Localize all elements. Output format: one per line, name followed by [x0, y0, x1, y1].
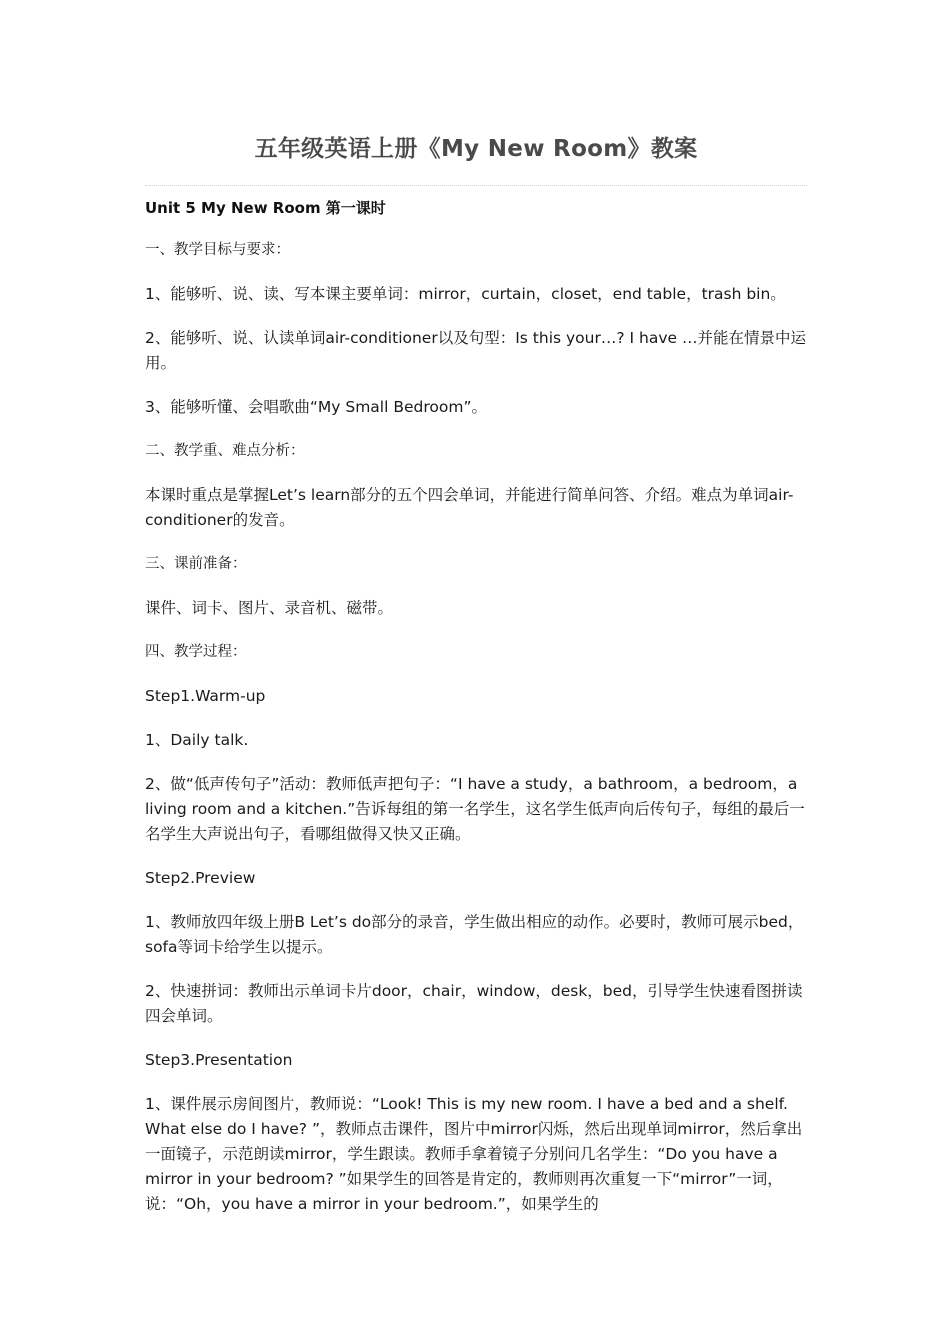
- document-title: 五年级英语上册《My New Room》教案: [254, 136, 698, 162]
- key-points-text: 本课时重点是掌握Let’s learn部分的五个四会单词，并能进行简单问答、介绍。难点为单词air-conditioner的发音。: [145, 486, 794, 529]
- step-heading-preview: Step2.Preview: [145, 869, 256, 887]
- preview-item-2: 2、快速拼词：教师出示单词卡片door，chair，window，desk，bed，引导学生快速看图拼读四会单词。: [145, 982, 803, 1025]
- lesson-subtitle: Unit 5 My New Room 第一课时: [145, 199, 386, 217]
- step-heading-warm-up: Step1.Warm-up: [145, 687, 266, 705]
- title-divider: [145, 185, 807, 186]
- presentation-item-1: 1、课件展示房间图片，教师说：“Look! This is my new room. I have a bed and a shelf. What else do I have? ”，教师点击课件，图片中mirror闪烁，然后出现单词mirror，然后拿出一面镜子，示范朗读mirror，学生跟读。教师手拿着镜子分别问几名学生：“Do you have a mirror in your bedroom? ”如果学生的回答是肯定的，教师则再次重复一下“mirror”一词，说：“Oh，you have a mirror in your bedroom.”，如果学生的: [145, 1095, 803, 1213]
- step-heading-presentation: Step3.Presentation: [145, 1051, 293, 1069]
- section-heading-preparation: 三、课前准备：: [145, 556, 247, 572]
- preview-item-1: 1、教师放四年级上册B Let’s do部分的录音，学生做出相应的动作。必要时，教师可展示bed，sofa等词卡给学生以提示。: [145, 913, 804, 956]
- objective-1: 1、能够听、说、读、写本课主要单词：mirror，curtain，closet，end table，trash bin。: [145, 285, 786, 303]
- objective-3: 3、能够听懂、会唱歌曲“My Small Bedroom”。: [145, 398, 487, 416]
- preparation-text: 课件、词卡、图片、录音机、磁带。: [145, 599, 394, 617]
- section-heading-objectives: 一、教学目标与要求：: [145, 242, 290, 258]
- document-body: [145, 128, 807, 1236]
- section-heading-process: 四、教学过程：: [145, 644, 247, 660]
- section-heading-key-points: 二、教学重、难点分析：: [145, 443, 305, 459]
- objective-2: 2、能够听、说、认读单词air-conditioner以及句型：Is this your…? I have …并能在情景中运用。: [145, 329, 806, 372]
- warm-up-item-1: 1、Daily talk.: [145, 731, 249, 749]
- warm-up-item-2: 2、做“低声传句子”活动：教师低声把句子：“I have a study，a bathroom，a bedroom，a living room and a kitchen.”告诉每组的第一名学生，这名学生低声向后传句子，每组的最后一名学生大声说出句子，看哪组做得又快又正确。: [145, 775, 805, 843]
